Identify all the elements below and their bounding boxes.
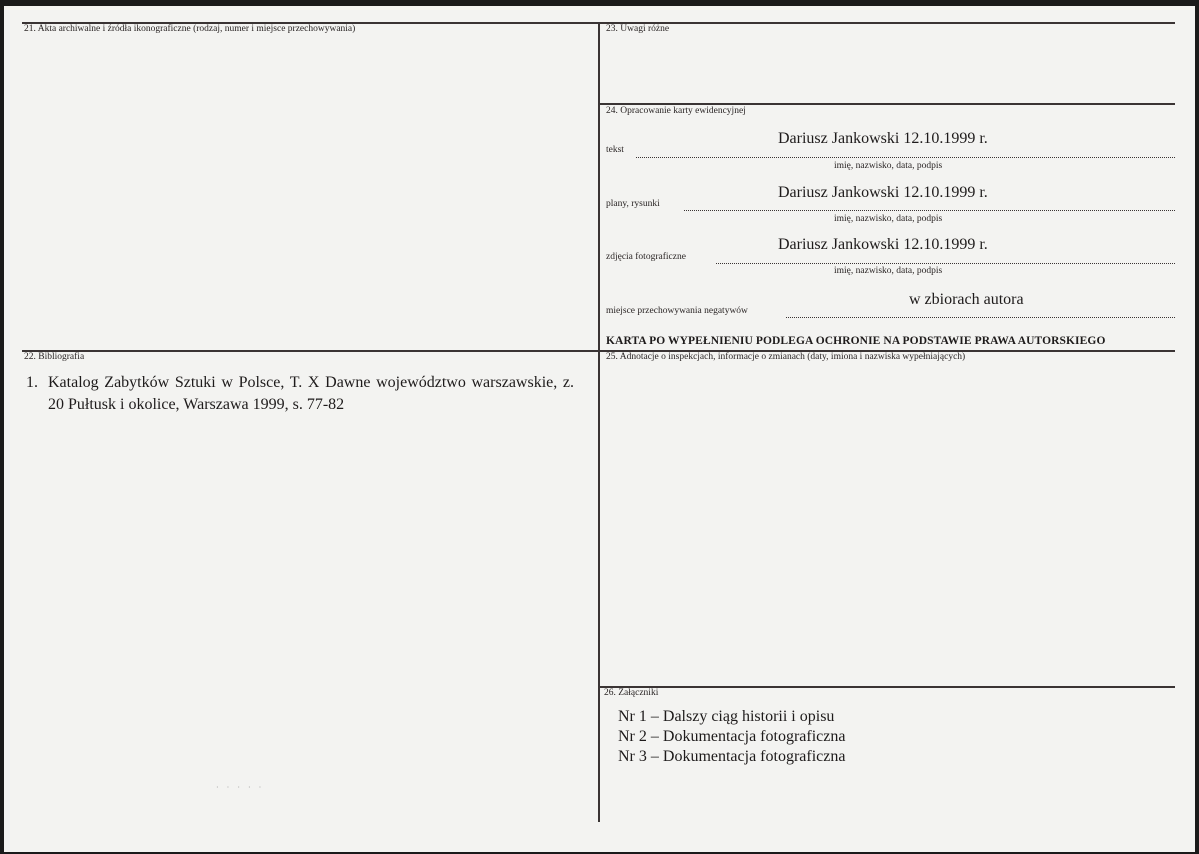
section-22-header: 22. Bibliografia <box>24 352 85 362</box>
zdjecia-dotted-line <box>716 263 1175 264</box>
center-divider <box>598 22 600 822</box>
bibliography-text: Katalog Zabytków Sztuki w Polsce, T. X Dawne województwo warszawskie, z. 20 Pułtusk i okolice, Warszawa 1999, s. 77-82 <box>48 374 574 413</box>
tekst-caption: imię, nazwisko, data, podpis <box>834 161 943 171</box>
negatywy-label: miejsce przechowywania negatywów <box>606 306 748 316</box>
section-25-header: 25. Adnotacje o inspekcjach, informacje o zmianach (daty, imiona i nazwiska wypełniających) <box>606 352 966 362</box>
zdjecia-value: Dariusz Jankowski 12.10.1999 r. <box>778 236 988 253</box>
rule-26-top <box>599 686 1175 688</box>
zdjecia-label: zdjęcia fotograficzne <box>606 252 686 262</box>
section-23-header: 23. Uwagi różne <box>606 24 670 34</box>
bibliography-number: 1. <box>26 374 38 391</box>
plany-caption: imię, nazwisko, data, podpis <box>834 214 943 224</box>
rule-24-top <box>599 103 1175 105</box>
tekst-label: tekst <box>606 145 624 155</box>
zdjecia-caption: imię, nazwisko, data, podpis <box>834 266 943 276</box>
section-24-header: 24. Opracowanie karty ewidencyjnej <box>606 106 746 116</box>
negatywy-dotted-line <box>786 317 1175 318</box>
copyright-note: KARTA PO WYPEŁNIENIU PODLEGA OCHRONIE NA PODSTAWIE PRAWA AUTORSKIEGO <box>606 335 1106 347</box>
tekst-value: Dariusz Jankowski 12.10.1999 r. <box>778 130 988 147</box>
tekst-dotted-line <box>636 157 1175 158</box>
negatywy-value: w zbiorach autora <box>909 291 1024 308</box>
attachment-item: Nr 2 – Dokumentacja fotograficzna <box>618 728 846 745</box>
middle-rule <box>22 350 1175 352</box>
bibliography-entry <box>26 372 574 416</box>
scan-specks: · · · · · <box>216 783 265 792</box>
attachment-item: Nr 3 – Dokumentacja fotograficzna <box>618 748 846 765</box>
plany-dotted-line <box>684 210 1175 211</box>
section-26-header: 26. Załączniki <box>604 688 659 698</box>
plany-value: Dariusz Jankowski 12.10.1999 r. <box>778 184 988 201</box>
section-21-header: 21. Akta archiwalne i źródła ikonograficzne (rodzaj, numer i miejsce przechowywania) <box>24 24 356 34</box>
attachment-item: Nr 1 – Dalszy ciąg historii i opisu <box>618 708 835 725</box>
plany-label: plany, rysunki <box>606 199 660 209</box>
